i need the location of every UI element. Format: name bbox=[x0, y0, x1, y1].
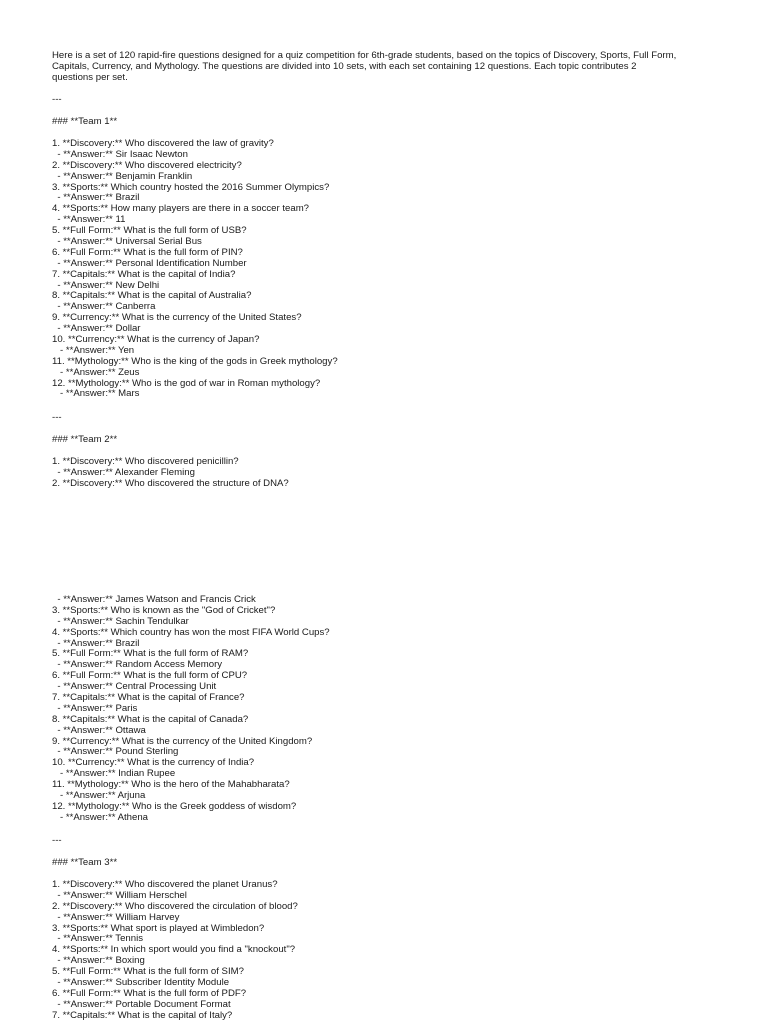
answer-line: - **Answer:** Mars bbox=[52, 388, 140, 400]
answer-line: - **Answer:** William Harvey bbox=[52, 911, 180, 923]
question-line: 7. **Capitals:** What is the capital of Italy? bbox=[52, 1009, 233, 1021]
answer-line: - **Answer:** Benjamin Franklin bbox=[52, 170, 193, 182]
separator: --- bbox=[52, 412, 62, 423]
team1-list bbox=[52, 139, 722, 400]
question-line: 8. **Capitals:** What is the capital of Canada? bbox=[52, 713, 249, 725]
answer-line: - **Answer:** Paris bbox=[52, 702, 138, 714]
question-line: 10. **Currency:** What is the currency of Japan? bbox=[52, 334, 260, 346]
answer-line: - **Answer:** Brazil bbox=[52, 192, 140, 204]
question-line: 6. **Full Form:** What is the full form of PIN? bbox=[52, 246, 243, 258]
document-page bbox=[52, 0, 722, 1024]
question-line: 6. **Full Form:** What is the full form of PDF? bbox=[52, 987, 247, 999]
answer-line: - **Answer:** New Delhi bbox=[52, 279, 160, 291]
question-line: 6. **Full Form:** What is the full form of CPU? bbox=[52, 670, 248, 682]
question-line: 2. **Discovery:** Who discovered the structure of DNA? bbox=[52, 477, 289, 489]
question-line: 11. **Mythology:** Who is the king of the gods in Greek mythology? bbox=[52, 355, 338, 367]
question-line: 12. **Mythology:** Who is the Greek goddess of wisdom? bbox=[52, 800, 297, 812]
answer-line: - **Answer:** Arjuna bbox=[52, 790, 146, 802]
question-line: 11. **Mythology:** Who is the hero of the Mahabharata? bbox=[52, 779, 290, 791]
answer-line: - **Answer:** 11 bbox=[52, 214, 126, 226]
team1-heading: ### **Team 1** bbox=[52, 116, 118, 127]
team3-heading: ### **Team 3** bbox=[52, 857, 118, 868]
answer-line: - **Answer:** Alexander Fleming bbox=[52, 466, 195, 478]
answer-line: - **Answer:** Subscriber Identity Module bbox=[52, 977, 230, 989]
question-line: 1. **Discovery:** Who discovered the law of gravity? bbox=[52, 138, 274, 149]
question-line: 1. **Discovery:** Who discovered the planet Uranus? bbox=[52, 879, 278, 890]
question-line: 2. **Discovery:** Who discovered electricity? bbox=[52, 159, 242, 171]
answer-line: - **Answer:** Zeus bbox=[52, 366, 140, 378]
question-line: 8. **Capitals:** What is the capital of Australia? bbox=[52, 290, 252, 302]
answer-line: - **Answer:** Athena bbox=[52, 811, 148, 823]
intro-line: questions per set. bbox=[52, 71, 128, 83]
intro-line: Capitals, Currency, and Mythology. The questions are divided into 10 sets, with each set containing 12 questions. Each topic contributes 2 bbox=[52, 60, 637, 72]
answer-line: - **Answer:** Pound Sterling bbox=[52, 746, 179, 758]
answer-line: - **Answer:** Dollar bbox=[52, 323, 141, 335]
question-line: 4. **Sports:** Which country has won the most FIFA World Cups? bbox=[52, 626, 330, 638]
question-line: 10. **Currency:** What is the currency of India? bbox=[52, 757, 255, 769]
question-line: 3. **Sports:** Which country hosted the 2016 Summer Olympics? bbox=[52, 181, 330, 193]
separator: --- bbox=[52, 94, 62, 105]
answer-line: - **Answer:** Yen bbox=[52, 344, 135, 356]
question-line: 5. **Full Form:** What is the full form of SIM? bbox=[52, 966, 244, 978]
answer-line: - **Answer:** Tennis bbox=[52, 933, 144, 945]
answer-line: - **Answer:** Central Processing Unit bbox=[52, 681, 217, 693]
answer-line: - **Answer:** James Watson and Francis Crick bbox=[52, 594, 256, 605]
answer-line: - **Answer:** Universal Serial Bus bbox=[52, 236, 202, 248]
answer-line: - **Answer:** William Herschel bbox=[52, 889, 187, 901]
answer-line: - **Answer:** Random Access Memory bbox=[52, 659, 223, 671]
question-line: 2. **Discovery:** Who discovered the circulation of blood? bbox=[52, 900, 298, 912]
question-line: 3. **Sports:** What sport is played at Wimbledon? bbox=[52, 922, 265, 934]
team2-heading: ### **Team 2** bbox=[52, 434, 118, 445]
question-line: 5. **Full Form:** What is the full form of RAM? bbox=[52, 648, 249, 660]
answer-line: - **Answer:** Sachin Tendulkar bbox=[52, 615, 189, 627]
intro-paragraph bbox=[52, 51, 722, 84]
separator: --- bbox=[52, 835, 62, 846]
team3-list bbox=[52, 880, 722, 1022]
question-line: 7. **Capitals:** What is the capital of France? bbox=[52, 692, 245, 704]
question-line: 5. **Full Form:** What is the full form of USB? bbox=[52, 225, 247, 237]
answer-line: - **Answer:** Canberra bbox=[52, 301, 156, 313]
team2-list-part1 bbox=[52, 457, 722, 490]
question-line: 4. **Sports:** In which sport would you find a "knockout"? bbox=[52, 944, 296, 956]
question-line: 7. **Capitals:** What is the capital of India? bbox=[52, 268, 236, 280]
answer-line: - **Answer:** Portable Document Format bbox=[52, 998, 231, 1010]
answer-line: - **Answer:** Personal Identification Number bbox=[52, 257, 247, 269]
question-line: 12. **Mythology:** Who is the god of war in Roman mythology? bbox=[52, 377, 321, 389]
answer-line: - **Answer:** Boxing bbox=[52, 955, 145, 967]
intro-line: Here is a set of 120 rapid-fire questions designed for a quiz competition for 6th-grade students, based on the topics of Discovery, Sports, Full Form, bbox=[52, 50, 677, 61]
question-line: 9. **Currency:** What is the currency of the United Kingdom? bbox=[52, 735, 313, 747]
answer-line: - **Answer:** Brazil bbox=[52, 637, 140, 649]
team2-list-part2 bbox=[52, 595, 722, 824]
question-line: 1. **Discovery:** Who discovered penicillin? bbox=[52, 456, 239, 467]
answer-line: - **Answer:** Sir Isaac Newton bbox=[52, 148, 188, 160]
question-line: 9. **Currency:** What is the currency of the United States? bbox=[52, 312, 302, 324]
answer-line: - **Answer:** Ottawa bbox=[52, 724, 146, 736]
answer-line: - **Answer:** Indian Rupee bbox=[52, 768, 176, 780]
question-line: 3. **Sports:** Who is known as the "God of Cricket"? bbox=[52, 604, 276, 616]
question-line: 4. **Sports:** How many players are there in a soccer team? bbox=[52, 203, 310, 215]
